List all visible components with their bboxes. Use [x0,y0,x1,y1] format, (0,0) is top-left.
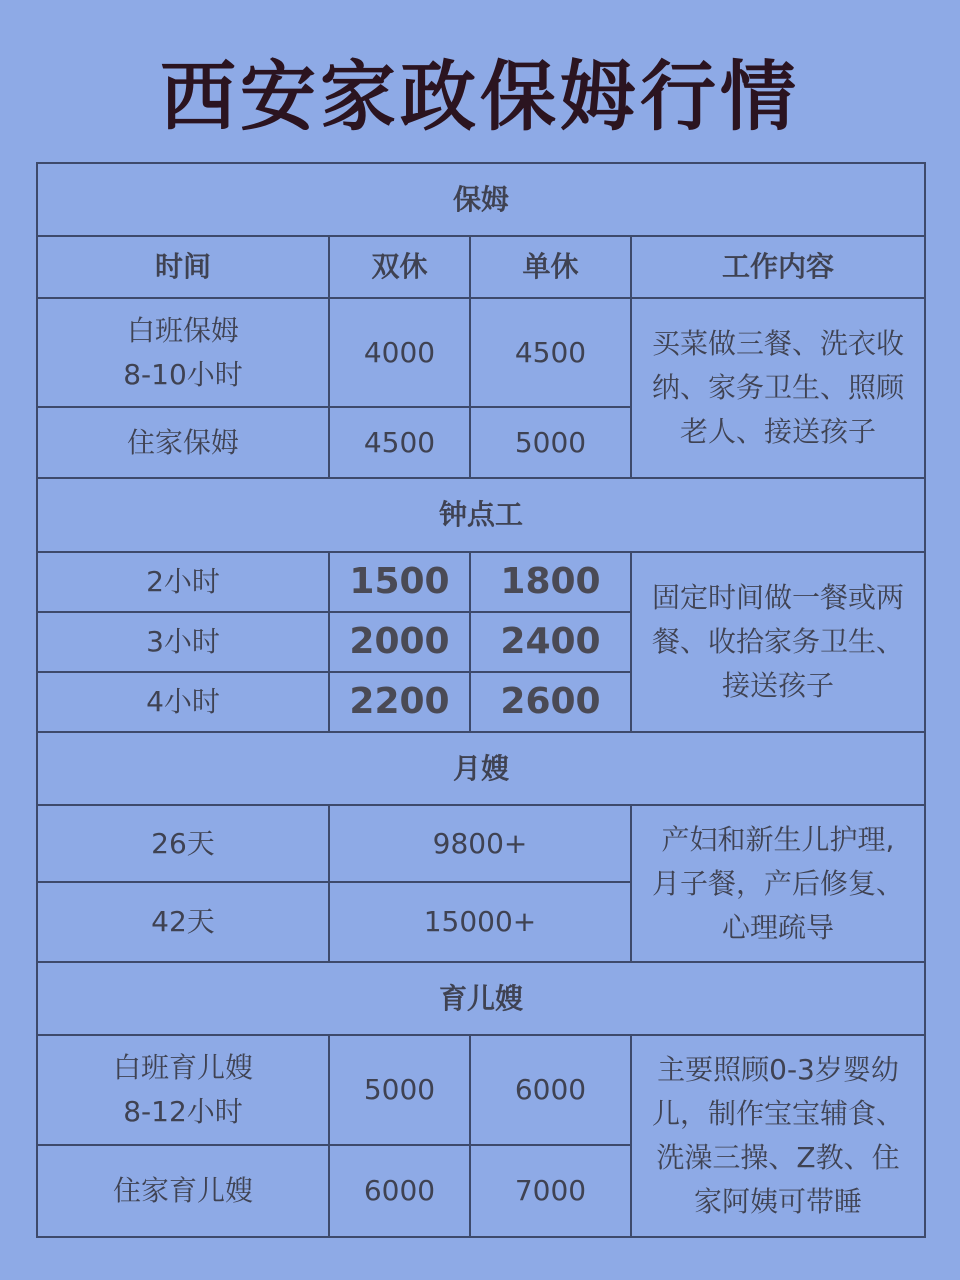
work-content [631,298,925,478]
section-title: 保姆 [37,163,925,236]
content-line: 老人、接送孩子 [680,415,877,448]
price-single: 5000 [470,407,631,478]
price-single: 6000 [470,1035,631,1145]
content-line: 家阿姨可带睡 [694,1185,863,1218]
row-label-line: 白班保姆 [126,313,239,347]
header-time: 时间 [37,236,329,298]
row-label: 26天 [37,805,329,882]
row-label: 3小时 [37,612,329,672]
price-double: 2000 [329,612,470,672]
price-table [36,162,926,1238]
table-row [37,805,925,882]
price-single: 7000 [470,1145,631,1237]
price-double: 5000 [329,1035,470,1145]
content-line: 主要照顾0-3岁婴幼 [657,1053,899,1086]
section-header-baomu [37,163,925,236]
row-label: 住家育儿嫂 [37,1145,329,1237]
price-single: 1800 [470,552,631,612]
section-title: 钟点工 [37,478,925,552]
price-single: 2600 [470,672,631,732]
content-line: 纳、家务卫生、照顾 [652,371,905,404]
content-line: 心理疏导 [722,910,835,944]
content-line: 产妇和新生儿护理, [661,822,895,856]
content-line: 儿，制作宝宝辅食、 [652,1097,905,1130]
content-line: 固定时间做一餐或两 [652,581,905,614]
header-double-rest: 双休 [329,236,470,298]
row-label-line: 白班育儿嫂 [112,1051,253,1084]
content-line: 买菜做三餐、洗衣收 [652,327,905,360]
work-content [631,805,925,962]
section-header-yuesao [37,732,925,805]
column-header-row [37,236,925,298]
row-label [37,1035,329,1145]
row-label-line: 8-10小时 [123,357,243,391]
table-row [37,1035,925,1145]
table-row [37,552,925,612]
price: 9800+ [329,805,631,882]
price-double: 1500 [329,552,470,612]
section-header-yuersao [37,962,925,1035]
price: 15000+ [329,882,631,962]
table-row [37,298,925,407]
page-title: 西安家政保姆行情 [160,52,800,141]
section-header-zhongdian [37,478,925,552]
price-double: 6000 [329,1145,470,1237]
work-content [631,1035,925,1237]
price-single: 2400 [470,612,631,672]
section-title: 育儿嫂 [37,962,925,1035]
row-label-line: 8-12小时 [123,1095,243,1128]
header-work-content: 工作内容 [631,236,925,298]
content-line: 接送孩子 [722,669,835,702]
content-line: 洗澡三操、Z教、住 [656,1141,900,1174]
row-label [37,298,329,407]
content-line: 月子餐，产后修复、 [652,866,905,900]
header-single-rest: 单休 [470,236,631,298]
price-double: 4500 [329,407,470,478]
row-label: 2小时 [37,552,329,612]
content-line: 餐、收拾家务卫生、 [652,625,905,658]
work-content [631,552,925,732]
price-double: 4000 [329,298,470,407]
row-label: 住家保姆 [37,407,329,478]
section-title: 月嫂 [37,732,925,805]
row-label: 4小时 [37,672,329,732]
price-double: 2200 [329,672,470,732]
price-single: 4500 [470,298,631,407]
row-label: 42天 [37,882,329,962]
